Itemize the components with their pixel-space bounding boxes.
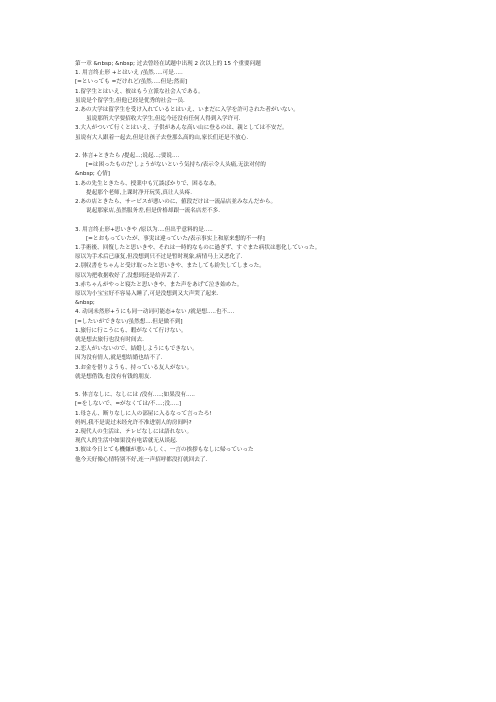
- text-line: 虽说那所大学要招收大学生,但迄今还没有任何人得到入学许可.: [86, 116, 241, 123]
- text-line: &nbsp; 心情]: [75, 171, 110, 178]
- text-line: 第一章 &nbsp; &nbsp; 过去曾经在试题中出现 2 次以上的 15 个重要问题: [75, 61, 261, 67]
- text-line: 3.お金を借りようも、持っている友人がない。: [75, 364, 193, 371]
- text-line: 原以为把收据收好了,没想到还是给弄丢了.: [75, 272, 180, 279]
- text-line: 2. 体言+ときたら /提起...;说起...;要说....: [75, 153, 180, 160]
- paragraph-gap: [75, 143, 455, 152]
- text-line: [=とおもっていたが、事実は違っていた/表示事实上和原来想的不一样]: [86, 235, 265, 242]
- text-line: 虽说有大人跟着一起去,但是让孩子去登那么高的山,家长们还是不放心.: [75, 134, 249, 141]
- text-line: 4. 动词未然形+うにも同一动词可能态+ない /就是想.....也不....: [75, 309, 235, 316]
- text-line: 提起那个老师,上课时净开玩笑,真让人头疼.: [86, 189, 193, 196]
- text-line: 5. 体言なしに、なしには /没有.....;如果没有.....: [75, 392, 195, 399]
- text-line: 2.現代人の生活は、テレビなしには語れない。: [75, 429, 193, 436]
- text-line: 1.留学生とはいえ、彼はもう立派な社会人である。: [75, 88, 204, 95]
- text-line: 说起那家店,虽然服务差,但是价格却跟一流名店差不多.: [86, 208, 220, 215]
- text-line: [=といっても =だけれど/虽然.....但是;然而]: [75, 79, 188, 86]
- text-line: [=は困ったものだ'しょうがないという気持ち/表示令人头痛,无法对付的: [86, 162, 266, 169]
- text-line: 就是想去旅行也没有时间去.: [75, 337, 144, 344]
- text-line: 因为没有情人,就是想结婚也结不了.: [75, 355, 163, 362]
- text-line: 3.大人がついて行くとはいえ、子供があんな高い山に登るのは、親としては不安だ。: [75, 125, 288, 132]
- document-body: [75, 60, 455, 465]
- text-line: [=したいができない/虽然想....但是做不到]: [75, 318, 183, 325]
- text-line: 3.赤ちゃんがやっと寝たと思いきや、また声をあげて泣き始めた。: [75, 281, 243, 288]
- text-line: 2.あの店ときたら、サービスが悪いのに、値段だけは一流品店並みなんだから。: [75, 199, 277, 206]
- text-line: 2.恋人がいないので、結婚しようにもできない。: [75, 346, 198, 353]
- text-line: 3.彼は今日とても機嫌が悪いらしく、一言の挨拶もなしに帰っていった: [75, 447, 254, 454]
- text-line: 2.别収書をちゃんと受け取ったと思いきや、またしても紛失してしまった。: [75, 263, 265, 270]
- text-line: [=をしないで、=がなくては/不....;没.....]: [75, 401, 182, 408]
- text-line: 1.あの先生ときたら、授業中も冗談ばかりで、困るなあ。: [75, 180, 220, 187]
- text-line: 1.母さん、断りなしに人の部屋に入るなって言ったろ!: [75, 410, 212, 417]
- text-line: 3. 用言终止形+思いきや /原以为....但出乎意料的是.....: [75, 226, 213, 233]
- text-line: &nbsp;: [75, 300, 95, 307]
- paragraph-gap: [75, 216, 455, 225]
- text-line: 虽说是个留学生,但他已经是优秀的社会一员.: [75, 97, 185, 104]
- text-line: 1.手術後、回復したと思いきや、それは一時的なものに過ぎず、すぐまた病状は悪化していった。: [75, 245, 321, 252]
- text-line: 就是想借钱,也没有有钱的朋友.: [75, 373, 152, 380]
- text-line: 原以为手术后已康复,但没想到只不过是暂时现象,病情马上又恶化了.: [75, 254, 243, 261]
- text-line: 现代人的生活中如果没有电话就无从谈起.: [75, 438, 178, 445]
- text-line: 1. 用言终止形 +とはいえ /虽然.....可是.....: [75, 70, 183, 77]
- paragraph-gap: [75, 382, 455, 391]
- text-line: 原以为小宝宝好不容易入睡了,可是没想到又大声哭了起来.: [75, 291, 219, 298]
- text-line: 2.あの大学は留学生を受け入れているとはいえ、いまだに入学を許可された者がいない。: [75, 107, 299, 114]
- text-line: 他今天好像心情特别不好,连一声招呼都没打就回去了.: [75, 456, 208, 463]
- text-line: 妈妈,我不是说过未经允许不准进别人的房间吗?: [75, 419, 192, 426]
- text-line: 1.旅行に行こうにも、暇がなくて行けない。: [75, 327, 187, 334]
